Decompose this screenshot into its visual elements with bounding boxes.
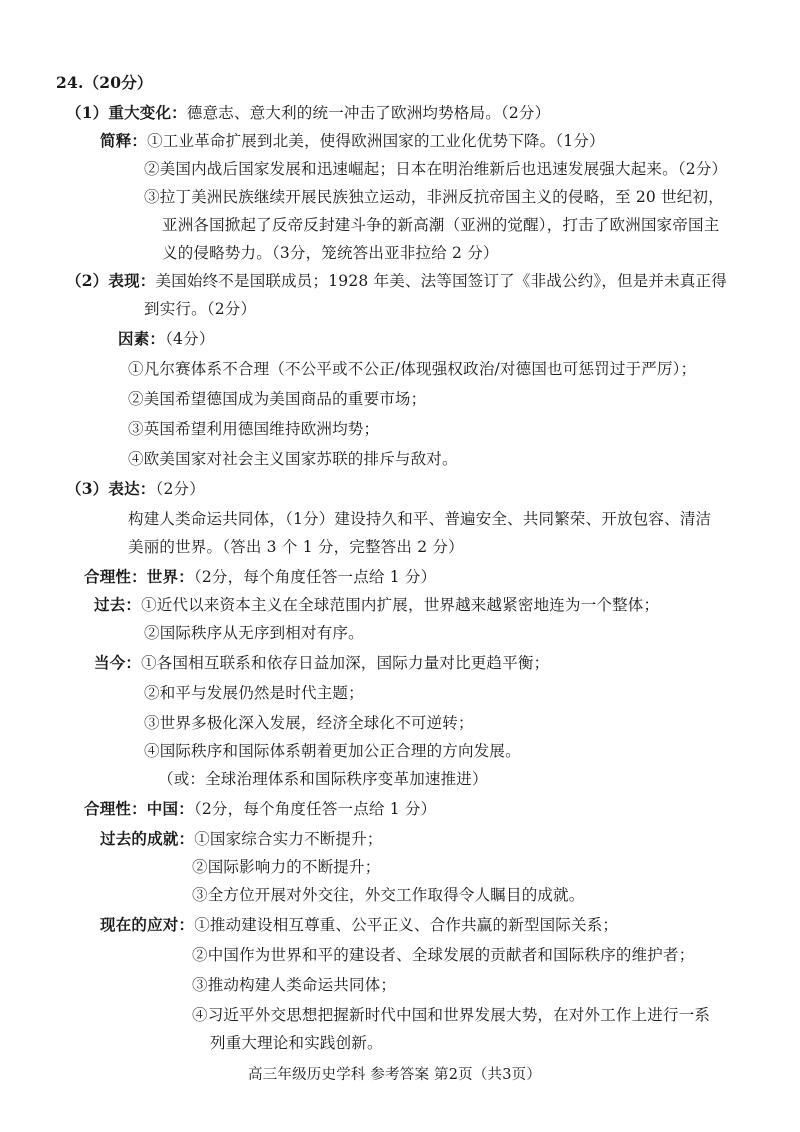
response-item-1: ①推动建设相互尊重、公平正义、合作共赢的新型国际关系； xyxy=(194,916,619,934)
part1-item-3: ③拉丁美洲民族继续开展民族独立运动，非洲反抗帝国主义的侵略，至 20 世纪初， xyxy=(144,188,724,206)
now-label: 当今： xyxy=(94,653,142,672)
response-item-4: ④习近平外交思想把握新时代中国和世界发展大势，在对外工作上进行一系 xyxy=(192,1006,711,1024)
part2-factors-score: （4分） xyxy=(165,330,215,348)
past-label: 过去： xyxy=(94,595,142,614)
part2-factors-line xyxy=(118,328,215,350)
response-label: 现在的应对： xyxy=(100,915,195,934)
part3-text-2: 美丽的世界。（答出 3 个 1 分，完整答出 2 分） xyxy=(128,538,464,556)
part2-text-2: 到实行。（2分） xyxy=(144,300,257,318)
past-line xyxy=(94,594,659,616)
part2-text-1: 美国始终不是国联成员；1928 年美、法等国签订了《非战公约》，但是并未真正得 xyxy=(155,272,727,290)
part1-item-1: ①工业革命扩展到北美，使得欧洲国家的工业化优势下降。（1分） xyxy=(147,132,605,150)
part1-head: （1）重大变化： xyxy=(66,103,187,122)
response-item-4-cont: 列重大理论和实践创新。 xyxy=(210,1034,383,1052)
china-score: （2分，每个角度任答一点给 1 分） xyxy=(193,800,437,818)
part1-line xyxy=(66,102,550,124)
page-footer: 高三年级历史学科 参考答案 第2页（共3页） xyxy=(248,1067,542,1083)
part3-score: （2分） xyxy=(155,480,205,498)
part2-factor-3: ③英国希望利用德国维持欧洲均势； xyxy=(128,420,380,438)
part2-factor-1: ①凡尔赛体系不合理（不公平或不公正/体现强权政治/对德国也可惩罚过于严厉）； xyxy=(128,360,697,378)
part1-item-2: ②美国内战后国家发展和迅速崛起；日本在明治维新后也迅速发展强大起来。（2分） xyxy=(144,160,728,178)
part2-factor-4: ④欧美国家对社会主义国家苏联的排斥与敌对。 xyxy=(128,450,458,468)
part1-item-3-cont2: 义的侵略势力。（3分，笼统答出亚非拉给 2 分） xyxy=(162,244,499,262)
world-line xyxy=(84,566,436,588)
now-item-2: ②和平与发展仍然是时代主题； xyxy=(144,684,364,702)
response-line xyxy=(100,914,618,936)
part2-factor-2: ②美国希望德国成为美国商品的重要市场； xyxy=(128,390,427,408)
now-item-4: ④国际秩序和国际体系朝着更加公正合理的方向发展。 xyxy=(144,742,521,760)
response-item-3: ③推动构建人类命运共同体； xyxy=(192,976,397,994)
part2-head: （2）表现： xyxy=(66,271,156,290)
world-label: 合理性：世界： xyxy=(84,567,194,586)
part1-expl-label: 简释： xyxy=(100,131,148,150)
achieve-item-2: ②国际影响力的不断提升； xyxy=(192,858,381,876)
question-header: 24.（20分） xyxy=(56,73,153,92)
achieve-item-1: ①国家综合实力不断提升； xyxy=(194,830,383,848)
past-item-1: ①近代以来资本主义在全球范围内扩展，世界越来越紧密地连为一个整体； xyxy=(141,596,660,614)
now-line xyxy=(94,652,549,674)
part3-head: （3）表达： xyxy=(66,479,156,498)
part3-line xyxy=(66,478,205,500)
part1-text: 德意志、意大利的统一冲击了欧洲均势格局。（2分） xyxy=(186,104,551,122)
part1-item-3-cont1: 亚洲各国掀起了反帝反封建斗争的新高潮（亚洲的觉醒），打击了欧洲国家帝国主 xyxy=(162,216,720,234)
part1-expl-line xyxy=(100,130,605,152)
achieve-line xyxy=(100,828,383,850)
response-item-2: ②中国作为世界和平的建设者、全球发展的贡献者和国际秩序的维护者； xyxy=(192,946,695,964)
part2-factors-label: 因素： xyxy=(118,329,166,348)
part3-text-1: 构建人类命运共同体，（1分）建设持久和平、普遍安全、共同繁荣、开放包容、清洁 xyxy=(128,510,712,528)
now-item-3: ③世界多极化深入发展，经济全球化不可逆转； xyxy=(144,714,474,732)
achieve-label: 过去的成就： xyxy=(100,829,195,848)
now-alt: （或：全球治理体系和国际秩序变革加速推进） xyxy=(158,770,488,788)
past-item-2: ②国际秩序从无序到相对有序。 xyxy=(144,624,364,642)
world-score: （2分，每个角度任答一点给 1 分） xyxy=(193,568,437,586)
achieve-item-3: ③全方位开展对外交往，外交工作取得令人瞩目的成就。 xyxy=(192,886,585,904)
china-label: 合理性：中国： xyxy=(84,799,194,818)
part2-line xyxy=(66,270,727,292)
now-item-1: ①各国相互联系和依存日益加深，国际力量对比更趋平衡； xyxy=(141,654,550,672)
china-line xyxy=(84,798,436,820)
